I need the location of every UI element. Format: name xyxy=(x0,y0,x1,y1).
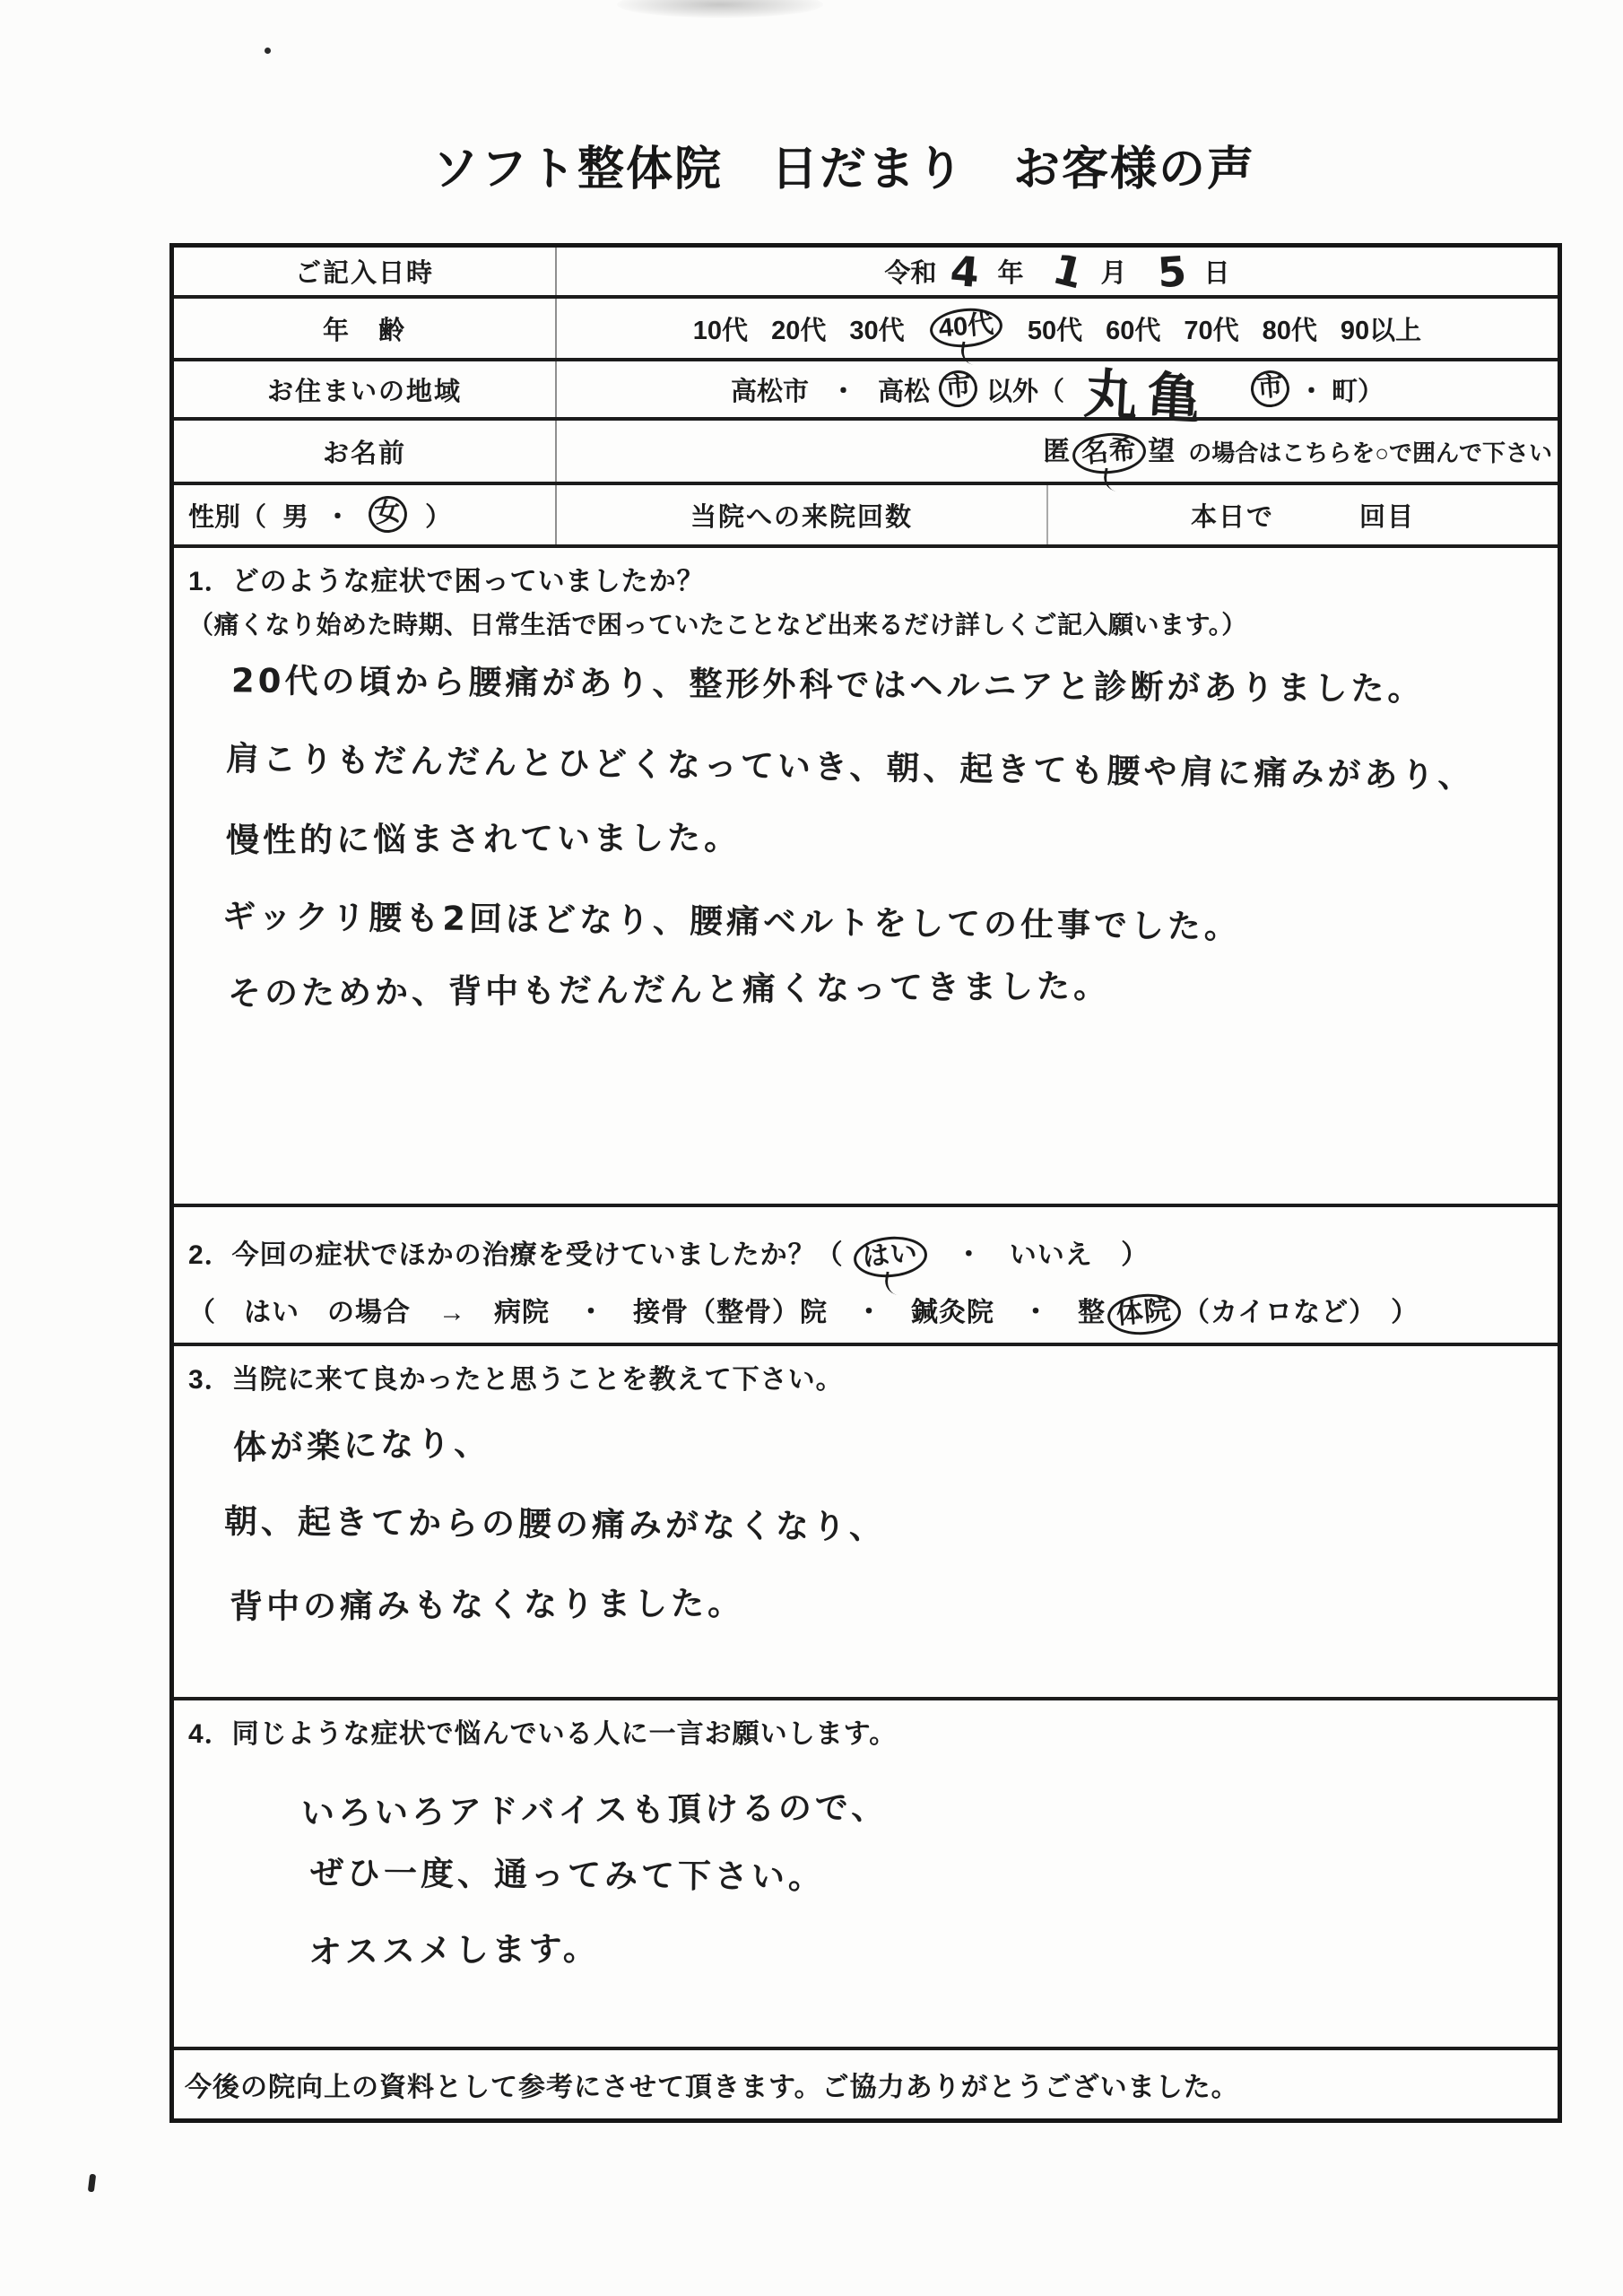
era-label: 令和 xyxy=(884,259,937,288)
region-value xyxy=(557,361,1558,432)
age-option-50s: 50代 xyxy=(1027,316,1083,345)
q1-answer-line: 慢性的に悩まされていました。 xyxy=(225,818,742,860)
day-unit: 日 xyxy=(1203,259,1230,288)
year-unit: 年 xyxy=(997,259,1024,288)
scan-smudge-artifact xyxy=(617,0,823,18)
age-options xyxy=(557,299,1558,358)
region-row xyxy=(174,361,1558,432)
q3-answer-line: 体が楽になり、 xyxy=(232,1423,491,1467)
date-row xyxy=(174,243,1558,300)
q4-answer-line: ぜひ一度、通ってみて下さい。 xyxy=(309,1853,826,1897)
q3-answer-line: 背中の痛みもなくなりました。 xyxy=(229,1583,745,1627)
date-value xyxy=(557,243,1558,300)
name-row xyxy=(174,421,1558,485)
gender-separator: ・ xyxy=(325,502,352,532)
name-value xyxy=(557,421,1558,482)
gender-female-circled: 女 xyxy=(367,495,408,535)
q1-answer-line: 20代の頃から腰痛があり、整形外科ではヘルニアと診断がありました。 xyxy=(230,661,1425,709)
region-other-suffix: 以外（ xyxy=(986,377,1065,406)
region-other-circled: 市 xyxy=(937,370,978,410)
anonymous-suffix: 望 xyxy=(1148,437,1176,467)
age-option-40s-circled: 40代 xyxy=(928,306,1004,351)
day-handwritten: 5 xyxy=(1155,246,1192,297)
question-2-followup-line xyxy=(188,1290,1543,1335)
question-4-section xyxy=(174,1700,1558,2050)
age-option-70s: 70代 xyxy=(1184,316,1239,345)
region-label: お住まいの地域 xyxy=(174,361,557,417)
visit-count-cell xyxy=(1048,485,1558,544)
q2-followup-suffix: （カイロなど） ） xyxy=(1183,1297,1419,1327)
visits-label: 当院への来院回数 xyxy=(557,485,1048,544)
q2-seitai-circled: 体院 xyxy=(1106,1291,1183,1336)
question-3-title: 3．当院に来て良かったと思うことを教えて下さい。 xyxy=(188,1365,844,1395)
gender-visits-row xyxy=(174,485,1558,548)
age-option-10s: 10代 xyxy=(692,316,749,345)
date-values xyxy=(884,243,1230,300)
anonymous-note: の場合はこちらを○で囲んで下さい xyxy=(1188,439,1552,466)
question-4-content xyxy=(188,1711,1543,2047)
age-option-90plus: 90以上 xyxy=(1340,316,1422,345)
name-label: お名前 xyxy=(174,421,557,482)
region-unit-separator: ・ xyxy=(1298,377,1325,406)
page-title: ソフト整体院 日だまり お客様の声 xyxy=(431,144,1255,196)
q1-answer-line: そのためか、背中もだんだんと痛くなってきました。 xyxy=(227,966,1111,1013)
year-handwritten: 4 xyxy=(949,246,985,297)
region-options xyxy=(730,351,1384,432)
age-option-30s: 30代 xyxy=(849,316,905,345)
question-1-subtitle: （痛くなり始めた時期、日常生活で困っていたことなど出来るだけ詳しくご記入願います。） xyxy=(188,611,1247,639)
question-1-title: 1．どのような症状で困っていましたか？ xyxy=(188,567,705,596)
footer-note: 今後の院向上の資料として参考にさせて頂きます。ご協力ありがとうございました。 xyxy=(185,2073,1239,2102)
question-2-text: 2．今回の症状でほかの治療を受けていましたか？（ xyxy=(188,1240,844,1270)
feedback-form-table xyxy=(169,243,1562,2123)
age-option-60s: 60代 xyxy=(1106,316,1161,345)
q1-answer-line: 肩こりもだんだんとひどくなっていき、朝、起きても腰や肩に痛みがあり、 xyxy=(225,739,1475,796)
age-option-20s: 20代 xyxy=(771,316,827,345)
region-separator: ・ xyxy=(829,377,856,406)
count-unit: 回目 xyxy=(1359,502,1416,532)
q2-separator: ・ xyxy=(955,1240,984,1270)
region-option-takamatsu: 高松市 xyxy=(730,377,809,406)
month-handwritten: 1 xyxy=(1048,243,1092,300)
q3-answer-line: 朝、起きてからの腰の痛みがなくなり、 xyxy=(223,1501,887,1547)
footer-note-row xyxy=(174,2050,1558,2118)
gender-male: 男 xyxy=(282,502,309,532)
q2-no: いいえ xyxy=(1009,1240,1093,1270)
age-option-list xyxy=(693,309,1421,347)
age-label: 年 齢 xyxy=(174,299,557,358)
anonymous-wish xyxy=(1043,429,1176,474)
region-unit-town: 町） xyxy=(1332,377,1384,406)
question-2-section xyxy=(174,1207,1558,1346)
anonymous-circled: 名希 xyxy=(1071,430,1148,476)
q2-close: ） xyxy=(1121,1240,1150,1270)
region-other-prefix: 高松 xyxy=(877,377,930,406)
question-2-title-line xyxy=(188,1232,1543,1277)
question-3-content xyxy=(188,1357,1543,1697)
today-label: 本日で xyxy=(1190,502,1274,532)
anonymous-option xyxy=(557,429,1558,474)
question-3-section xyxy=(174,1346,1558,1700)
ink-dot-artifact xyxy=(265,48,271,54)
gender-cell xyxy=(174,485,557,544)
question-1-section xyxy=(174,548,1558,1207)
age-option-80s: 80代 xyxy=(1262,316,1317,345)
anonymous-prefix: 匿 xyxy=(1043,437,1072,467)
question-4-title: 4．同じような症状で悩んでいる人に一言お願いします。 xyxy=(188,1719,898,1749)
q2-followup-prefix: （ はい の場合 → 病院 ・ 接骨（整骨）院 ・ 鍼灸院 ・ 整 xyxy=(188,1297,1106,1327)
region-city-unit-circled: 市 xyxy=(1249,370,1290,410)
month-unit: 月 xyxy=(1100,259,1127,288)
q4-answer-line: いろいろアドバイスも頂けるので、 xyxy=(300,1787,889,1833)
q4-answer-line: オススメします。 xyxy=(308,1928,601,1972)
region-city-handwritten: 丸亀 xyxy=(1082,362,1211,432)
ink-mark-artifact xyxy=(88,2174,96,2193)
question-1-content xyxy=(188,559,1543,1204)
gender-label-close: ） xyxy=(425,502,452,532)
q1-answer-line: ギックリ腰も2回ほどなり、腰痛ベルトをしての仕事でした。 xyxy=(221,897,1242,946)
date-label: ご記入日時 xyxy=(174,248,557,295)
gender-label-open: 性別（ xyxy=(188,502,267,532)
q2-yes-circled: はい xyxy=(852,1234,929,1280)
